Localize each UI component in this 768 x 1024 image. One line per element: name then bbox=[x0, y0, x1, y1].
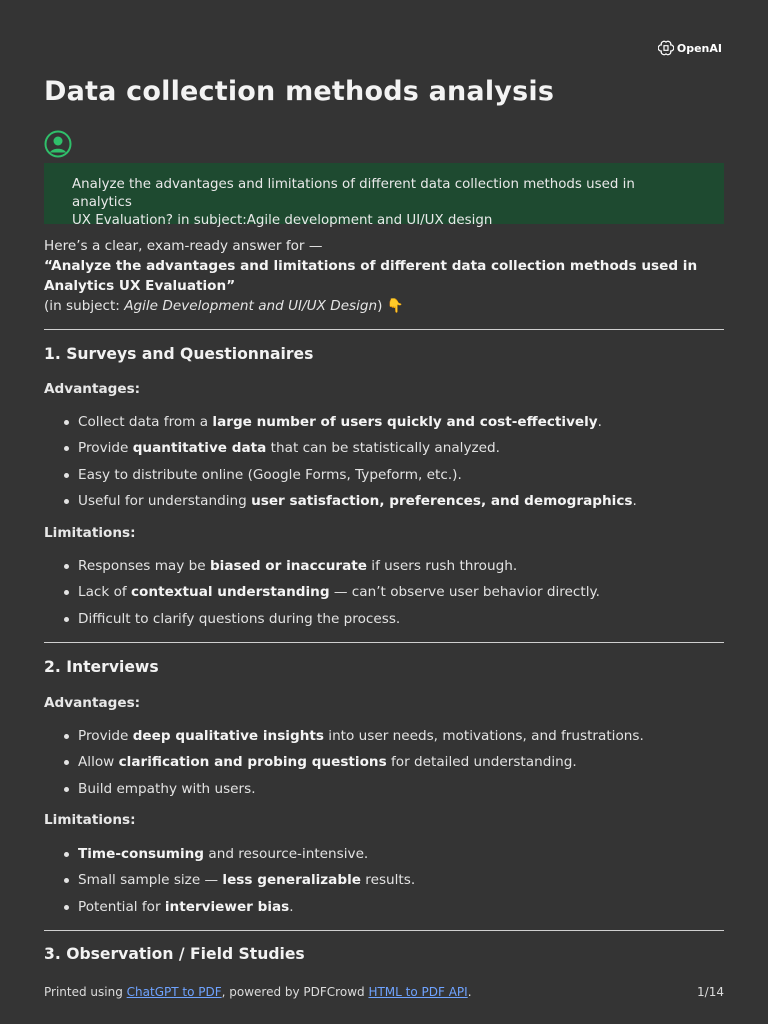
intro bbox=[44, 236, 724, 316]
advantages-list bbox=[44, 412, 637, 517]
list-item: Provide deep qualitative insights into user needs, motivations, and frustrations. bbox=[44, 726, 644, 752]
list-item: Useful for understanding user satisfaction, preferences, and demographics. bbox=[44, 491, 637, 517]
print-footer bbox=[44, 985, 724, 999]
divider bbox=[44, 930, 724, 931]
prompt-line-2: UX Evaluation? in subject:Agile development and UI/UX design bbox=[72, 213, 493, 228]
answer-content bbox=[44, 236, 724, 963]
prompt-line-1: Analyze the advantages and limitations of different data collection methods used in analytics bbox=[72, 177, 635, 210]
list-item: Responses may be biased or inaccurate if users rush through. bbox=[44, 556, 600, 582]
brand-name: OpenAI bbox=[676, 41, 722, 55]
list-item: Build empathy with users. bbox=[44, 779, 644, 805]
subject-name: Agile Development and UI/UX Design bbox=[124, 298, 378, 314]
list-item: Difficult to clarify questions during the process. bbox=[44, 609, 600, 635]
html-to-pdf-api-link[interactable]: HTML to PDF API bbox=[368, 985, 468, 999]
advantages-label: Advantages: bbox=[44, 381, 141, 397]
divider bbox=[44, 642, 724, 643]
footer-prefix: Printed using bbox=[44, 985, 127, 999]
list-item: Collect data from a large number of users quickly and cost-effectively. bbox=[44, 412, 637, 438]
chatgpt-to-pdf-link[interactable]: ChatGPT to PDF bbox=[126, 985, 222, 999]
advantages-list bbox=[44, 726, 644, 805]
subject-suffix: ) bbox=[377, 298, 383, 314]
list-item: Small sample size — less generalizable results. bbox=[44, 870, 415, 896]
page-number: 1/14 bbox=[697, 985, 724, 999]
openai-logo-icon bbox=[658, 40, 674, 56]
user-avatar-icon bbox=[44, 130, 72, 158]
openai-logo bbox=[658, 40, 722, 56]
intro-subject bbox=[44, 296, 724, 316]
list-item: Time-consuming and resource-intensive. bbox=[44, 844, 415, 870]
limitations-list bbox=[44, 844, 415, 923]
list-item: Easy to distribute online (Google Forms, Typeform, etc.). bbox=[44, 465, 637, 491]
list-item: Allow clarification and probing questions for detailed understanding. bbox=[44, 752, 644, 778]
footer-suffix: . bbox=[467, 985, 472, 999]
subject-prefix: (in subject: bbox=[44, 298, 125, 314]
footer-middle: , powered by PDFCrowd bbox=[221, 985, 369, 999]
intro-line: Here’s a clear, exam-ready answer for — bbox=[44, 238, 323, 254]
user-prompt bbox=[44, 163, 724, 228]
list-item: Provide quantitative data that can be statistically analyzed. bbox=[44, 438, 637, 464]
advantages-label: Advantages: bbox=[44, 695, 141, 711]
section-heading: 2. Interviews bbox=[44, 658, 159, 676]
limitations-label: Limitations: bbox=[44, 812, 136, 828]
divider bbox=[44, 329, 724, 330]
list-item: Potential for interviewer bias. bbox=[44, 897, 415, 923]
pointing-down-emoji: 👇 bbox=[386, 298, 404, 314]
list-item: Lack of contextual understanding — can’t observe user behavior directly. bbox=[44, 582, 600, 608]
page-title: Data collection methods analysis bbox=[44, 76, 555, 107]
section-heading: 3. Observation / Field Studies bbox=[44, 945, 305, 963]
section-heading: 1. Surveys and Questionnaires bbox=[44, 345, 314, 363]
intro-question-quote: “Analyze the advantages and limitations of different data collection methods used in Analytics UX Evaluation” bbox=[44, 258, 698, 294]
limitations-label: Limitations: bbox=[44, 525, 136, 541]
limitations-list bbox=[44, 556, 600, 635]
